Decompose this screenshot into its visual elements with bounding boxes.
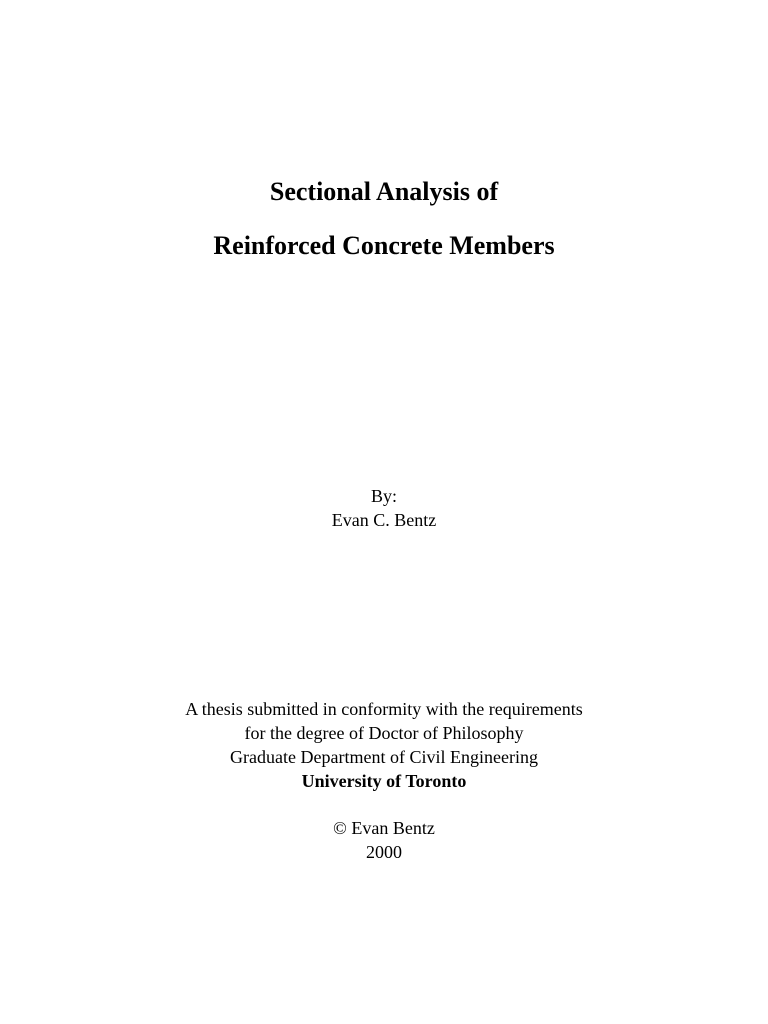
by-label: By: [370,486,397,506]
university-name: University of Toronto [301,771,467,791]
copyright-block [0,816,768,864]
thesis-statement-line-1: A thesis submitted in conformity with the requirements [185,699,583,719]
copyright-notice: © Evan Bentz [333,818,435,838]
author-name: Evan C. Bentz [331,510,437,530]
thesis-statement-line-2: for the degree of Doctor of Philosophy [244,723,524,743]
thesis-title-line-1: Sectional Analysis of [269,177,499,206]
thesis-statement [0,697,768,793]
department-name: Graduate Department of Civil Engineering [230,747,538,767]
thesis-title-line-2: Reinforced Concrete Members [213,231,555,260]
author-block [0,484,768,532]
copyright-year: 2000 [366,842,402,862]
